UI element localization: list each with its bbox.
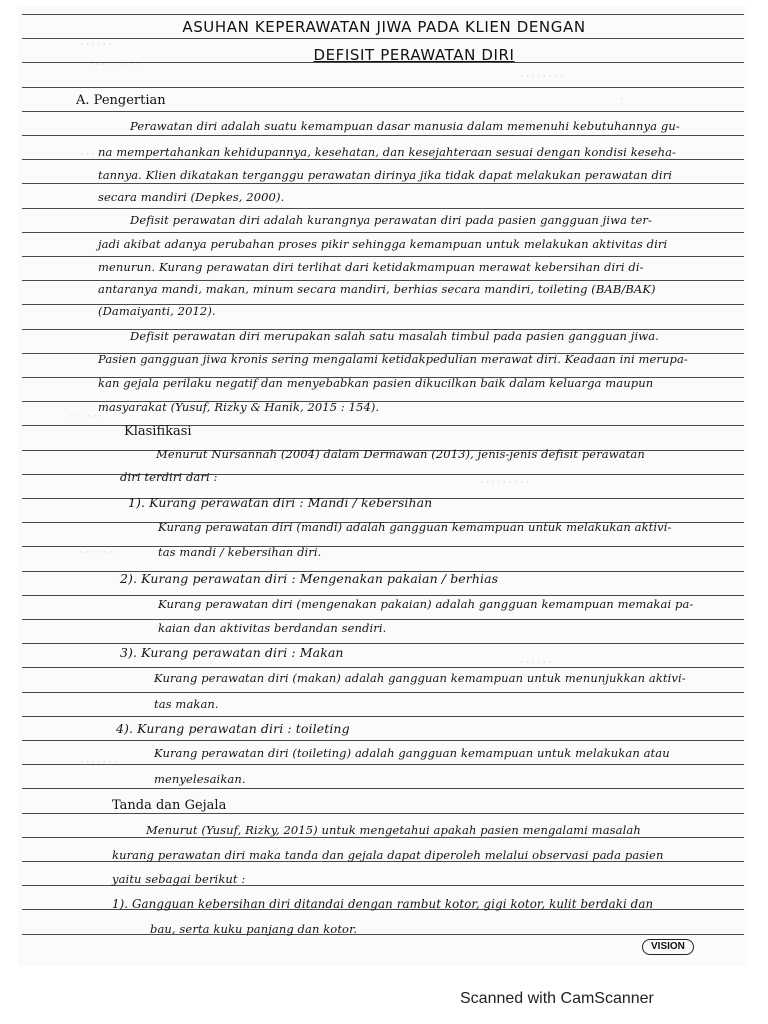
bleed-through-mark: · · · · · · · · ·	[90, 60, 139, 70]
para3-line: Pasien gangguan jiwa kronis sering mengalami ketidakpedulian merawat diri. Keadaan ini merupa-	[98, 352, 688, 366]
para1-line: na mempertahankan kehidupannya, kesehatan, dan kesejahteraan sesuai dengan kondisi keseha-	[98, 145, 677, 159]
item-1-body-line: Kurang perawatan diri (mandi) adalah gangguan kemampuan untuk melakukan aktivi-	[158, 520, 672, 534]
ruled-line	[22, 159, 744, 160]
ruled-line	[22, 38, 744, 39]
ruled-line	[22, 183, 744, 184]
ruled-line	[22, 135, 744, 136]
bleed-through-mark: · · · · · · ·	[80, 548, 118, 558]
klasifikasi-heading: Klasifikasi	[124, 424, 192, 439]
para3-line: kan gejala perilaku negatif dan menyebabkan pasien dikucilkan baik dalam keluarga maupun	[98, 376, 654, 390]
para3-line: Defisit perawatan diri merupakan salah satu masalah timbul pada pasien gangguan jiwa.	[130, 329, 659, 343]
ruled-line	[22, 595, 744, 596]
document-subtitle	[30, 46, 768, 64]
bleed-through-mark: · · · · · · ·	[80, 758, 118, 768]
item-4-heading: 4). Kurang perawatan diri : toileting	[116, 721, 350, 736]
document-title	[0, 18, 768, 36]
item-2-heading: 2). Kurang perawatan diri : Mengenakan pakaian / berhias	[120, 571, 499, 586]
item-2-body-line: Kurang perawatan diri (mengenakan pakaian) adalah gangguan kemampuan memakai pa-	[158, 597, 694, 611]
para2-line: menurun. Kurang perawatan diri terlihat dari ketidakmampuan merawat kebersihan diri di-	[98, 260, 644, 274]
item-1-body-line: tas mandi / kebersihan diri.	[158, 545, 322, 559]
tanda-intro-line: kurang perawatan diri maka tanda dan gejala dapat diperoleh melalui observasi pada pasien	[112, 848, 664, 862]
ruled-line	[22, 619, 744, 620]
item-1-heading: 1). Kurang perawatan diri : Mandi / kebersihan	[128, 495, 433, 510]
ruled-line	[22, 740, 744, 741]
ruled-line	[22, 788, 744, 789]
scanner-watermark: Scanned with CamScanner	[460, 990, 654, 1007]
bleed-through-mark: · · · · · · · ·	[520, 72, 563, 82]
para2-line: (Damaiyanti, 2012).	[98, 304, 216, 318]
ruled-line	[22, 667, 744, 668]
item-3-heading: 3). Kurang perawatan diri : Makan	[120, 645, 344, 660]
bleed-through-mark: · · · · ·	[80, 150, 106, 160]
tanda-intro-line: Menurut (Yusuf, Rizky, 2015) untuk mengetahui apakah pasien mengalami masalah	[146, 823, 641, 837]
bleed-through-mark: · · · · · ·	[80, 40, 112, 50]
section-a-heading: A. Pengertian	[76, 93, 166, 108]
ruled-line	[22, 87, 744, 88]
tanda-item-1-line: 1). Gangguan kebersihan diri ditandai dengan rambut kotor, gigi kotor, kulit berdaki dan	[112, 897, 654, 911]
tanda-intro-line: yaitu sebagai berikut :	[112, 872, 246, 886]
ruled-line	[22, 692, 744, 693]
bleed-through-mark: · · · · · ·	[520, 658, 552, 668]
para1-line: tannya. Klien dikatakan terganggu perawatan dirinya jika tidak dapat melakukan perawatan diri	[98, 168, 673, 182]
para2-line: jadi akibat adanya perubahan proses pikir sehingga kemampuan untuk melakukan aktivitas diri	[98, 237, 668, 251]
para1-line: secara mandiri (Depkes, 2000).	[98, 190, 285, 204]
title-line-2: DEFISIT PERAWATAN DIRI	[313, 46, 515, 64]
notebook-brand-logo: VISION	[642, 939, 694, 955]
ruled-line	[22, 256, 744, 257]
item-3-body-line: Kurang perawatan diri (makan) adalah gangguan kemampuan untuk menunjukkan aktivi-	[154, 671, 686, 685]
bleed-through-mark: ·	[620, 95, 623, 105]
klasifikasi-intro-line: Menurut Nursannah (2004) dalam Dermawan (2013), jenis-jenis defisit perawatan	[156, 447, 645, 461]
para3-line: masyarakat (Yusuf, Rizky & Hanik, 2015 : 154).	[98, 400, 380, 414]
para1-line: Perawatan diri adalah suatu kemampuan dasar manusia dalam memenuhi kebutuhannya gu-	[130, 119, 680, 133]
ruled-line	[22, 546, 744, 547]
tanda-item-1-line: bau, serta kuku panjang dan kotor.	[150, 922, 358, 936]
ruled-line	[22, 208, 744, 209]
item-2-body-line: kaian dan aktivitas berdandan sendiri.	[158, 621, 387, 635]
para2-line: Defisit perawatan diri adalah kurangnya perawatan diri pada pasien gangguan jiwa ter-	[130, 213, 652, 227]
item-4-body-line: menyelesaikan.	[154, 772, 246, 786]
title-line-1: ASUHAN KEPERAWATAN JIWA PADA KLIEN DENGAN	[182, 18, 586, 36]
ruled-line	[22, 111, 744, 112]
bleed-through-mark: · · · · · ·	[70, 412, 102, 422]
klasifikasi-intro-line: diri terdiri dari :	[120, 470, 218, 484]
tanda-gejala-heading: Tanda dan Gejala	[112, 798, 227, 813]
ruled-line	[22, 716, 744, 717]
para2-line: antaranya mandi, makan, minum secara mandiri, berhias secara mandiri, toileting (BAB/BAK)	[98, 282, 656, 296]
ruled-line	[22, 14, 744, 15]
ruled-line	[22, 232, 744, 233]
item-3-body-line: tas makan.	[154, 697, 219, 711]
ruled-line	[22, 934, 744, 935]
bleed-through-mark: · · · · · · · · ·	[480, 478, 529, 488]
item-4-body-line: Kurang perawatan diri (toileting) adalah gangguan kemampuan untuk melakukan atau	[154, 746, 670, 760]
ruled-line	[22, 764, 744, 765]
